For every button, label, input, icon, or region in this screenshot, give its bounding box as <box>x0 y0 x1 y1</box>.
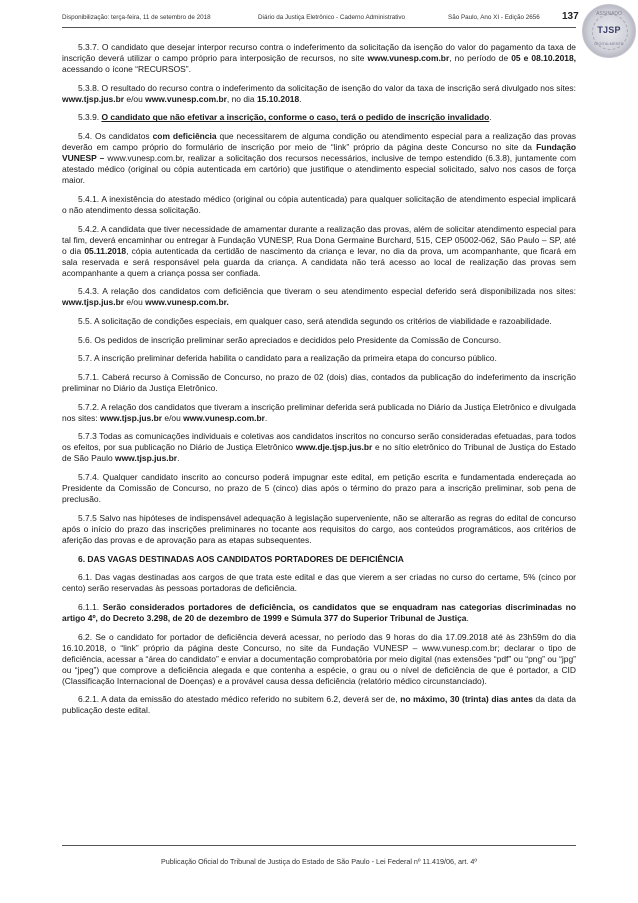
page-footer: Publicação Oficial do Tribunal de Justiça do Estado de São Paulo - Lei Federal nº 11.419/06, art. 4º <box>161 857 477 866</box>
bold-run: www.vunesp.com.br <box>145 93 227 104</box>
paragraph-6-2 <box>62 632 576 687</box>
text-run: 6.1.1. <box>78 601 103 612</box>
text-run: 5.3.9. <box>78 112 102 123</box>
header-date: Disponibilização: terça-feira, 11 de setembro de 2018 <box>62 14 211 21</box>
paragraph-5-3-8 <box>62 83 576 105</box>
document-body <box>62 42 576 724</box>
bold-run: 05.11.2018 <box>84 245 127 256</box>
text-run: 5.7.1. Caberá recurso à Comissão de Concurso, no prazo de 02 (dois) dias, contados da publicação do indeferimento da inscrição preliminar no Diário da Justiça Eletrônico. <box>62 372 576 394</box>
paragraph-5-3-9 <box>62 112 576 123</box>
text-run: 6.2.1. A data da emissão do atestado médico referido no subitem 6.2, deverá ser de, <box>78 694 401 705</box>
bold-run: no máximo, 30 (trinta) dias antes <box>400 694 533 705</box>
text-run: 5.3.8. O resultado do recurso contra o indeferimento da solicitação de isenção do valor da taxa de inscrição será divulgado nos sites: <box>78 82 576 93</box>
header-edition: São Paulo, Ano XI - Edição 2656 <box>448 14 540 21</box>
text-run: . <box>177 453 180 464</box>
text-run: acessando o ícone “RECURSOS”. <box>62 64 191 75</box>
text-run: . <box>466 612 469 623</box>
text-run: 5.7.3 Todas as comunicações individuais e coletivas aos candidatos inscritos no concurso serão consideradas efetuadas, para todos os efeitos, por sua publicação no Diário de Justiça Eletrônico <box>62 431 576 453</box>
seal-bottom-text: DIGITALMENTE <box>594 41 624 46</box>
paragraph-5-5 <box>62 316 576 327</box>
text-run: 5.7.5 Salvo nas hipóteses de indispensável adequação à legislação superveniente, não se alterarão as regras do edital de concurso após o início do prazo das inscrições preliminares no tocante aos requisitos do cargo, aos conteúdos programáticos, aos critérios de aferição das provas e de aprovação para as etapas subsequentes. <box>62 512 576 545</box>
text-run: 5.7. A inscrição preliminar deferida habilita o candidato para a realização da primeira etapa do concurso público. <box>78 353 497 364</box>
paragraph-5-7-4 <box>62 472 576 505</box>
tjsp-seal-icon <box>582 4 636 58</box>
text-run: 5.3.7. O candidato que desejar interpor recurso contra o indeferimento da solicitação da isenção do valor do pagamento da taxa de inscrição deverá utilizar o campo próprio para interposição de recursos, no site <box>62 42 576 64</box>
text-run: e/ou <box>124 297 146 308</box>
page-header <box>62 11 582 25</box>
paragraph-5-7-1 <box>62 372 576 394</box>
text-run: 5.4.1. A inexistência do atestado médico (original ou cópia autenticada) para qualquer solicitação de atendimento especial implicará o não atendimento dessa solicitação. <box>62 193 576 215</box>
text-run: e/ou <box>124 93 146 104</box>
paragraph-5-3-7 <box>62 42 576 75</box>
text-run: 5.7.4. Qualquer candidato inscrito ao concurso poderá impugnar este edital, em petição escrita e fundamentada endereçada ao Presidente da Comissão de Concurso, no prazo de 5 (cinco) dias após o término do prazo para a inscrição preliminar, sob pena de preclusão. <box>62 472 576 505</box>
bold-run: www.tjsp.jus.br <box>62 297 125 308</box>
footer-divider <box>62 845 576 846</box>
text-run: 5.5. A solicitação de condições especiais, em qualquer caso, será atendida segundo os critérios de viabilidade e razoabilidade. <box>78 316 552 327</box>
section-heading <box>62 554 576 565</box>
text-run: . <box>264 412 268 423</box>
paragraph-6-1-1 <box>62 602 576 624</box>
paragraph-5-4-2 <box>62 224 576 279</box>
paragraph-6-1 <box>62 572 576 594</box>
bold-run <box>101 112 492 123</box>
bold-run: www.tjsp.jus.br <box>100 412 163 423</box>
paragraph-5-7-5 <box>62 513 576 546</box>
bold-run: www.vunesp.com.br <box>183 412 265 423</box>
seal-top-text: ASSINADO <box>596 11 622 17</box>
bold-run: 15.10.2018 <box>256 93 300 104</box>
paragraph-6-2-1 <box>62 694 576 716</box>
text-run: e no sítio eletrônico do Tribunal de Justiça do Estado de São Paulo <box>62 442 576 464</box>
text-run: , cópia autenticada da certidão de nascimento da criança e levar, no dia da prova, um acompanhante, que ficará em sala reservada e será responsável pela guarda da criança. A candidata não terá acesso ao local de realização das provas sem acompanhante a quem a criança possa ser confiada. <box>62 245 576 278</box>
bold-run: www.dje.tjsp.jus.br <box>295 442 373 453</box>
text-run: . <box>489 112 492 123</box>
text-run: 6.2. Se o candidato for portador de deficiência deverá acessar, no período das 9 horas do dia 17.09.2018 até às 23h59m do dia 16.10.2018, o “link” próprio da página deste Concurso, no site da Fundação VUNESP – www.vunesp.com.br; declarar o tipo de deficiência, acessar a “área do candidato” e enviar a documentação comprobatória por meio digital (nas extensões “pdf” ou “png” ou “jpg” ou “jpeg”) que comprove a deficiência alegada e que contenha a espécie, o grau ou o nível de deficiência de que é portador, a CID (Classificação Internacional de Doenças) e a provável causa dessa deficiência (relatório médico circunstanciado). <box>62 631 576 686</box>
text-run: 6.1. Das vagas destinadas aos cargos de que trata este edital e das que vierem a ser criadas no curso do certame, 5% (cinco por cento) serão reservadas às pessoas portadoras de deficiência. <box>62 572 576 594</box>
text-run: 5.7.2. A relação dos candidatos que tiveram a inscrição preliminar deferida será publicada no Diário da Justiça Eletrônico e divulgada nos sites: <box>62 401 576 423</box>
page-number: 137 <box>562 11 579 22</box>
paragraph-5-4 <box>62 131 576 186</box>
text-run: que necessitarem de alguma condição ou atendimento especial para a realização das provas deverão em campo próprio do formulário de inscrição por meio de “link” próprio da página deste Concurso no site da <box>62 131 577 153</box>
paragraph-5-7-3 <box>62 431 576 464</box>
bold-run: www.tjsp.jus.br <box>115 453 178 464</box>
bold-run: 05 e 08.10.2018, <box>511 53 576 64</box>
text-run: . <box>299 93 302 104</box>
bold-run: www.vunesp.com.br. <box>145 297 229 308</box>
paragraph-5-4-1 <box>62 194 576 216</box>
bold-run: Serão considerados portadores de deficiência, os candidatos que se enquadram nas categorias discriminadas no artigo 4º, do Decreto 3.298, de 20 de dezembro de 1999 e Súmula 377 do Superior Tribunal de Justiça <box>62 601 576 623</box>
paragraph-5-6 <box>62 335 576 346</box>
text-run: www.vunesp.com.br, realizar a solicitação dos recursos necessários, inclusive de tempo estendido (6.3.8), juntamente com atestado médico (original ou cópia autenticada em cartório) que justifique o atendimento especial solicitado, salvo nos casos de força maior. <box>62 153 576 186</box>
text-run: 5.6. Os pedidos de inscrição preliminar serão apreciados e decididos pelo Presidente da Comissão de Concurso. <box>78 334 502 345</box>
text-run: 5.4.2. A candidata que tiver necessidade de amamentar durante a realização das provas, além de solicitar atendimento especial para tal fim, deverá encaminhar ou entregar à Fundação VUNESP, Rua Dona Germaine Burchard, 515, CEP 05002-062, São Paulo – SP, até o dia <box>62 223 576 256</box>
paragraph-5-7 <box>62 353 576 364</box>
text-run: 5.4.3. A relação dos candidatos com deficiência que tiveram o seu atendimento especial deferido será disponibilizada nos sites: <box>78 286 576 297</box>
bold-run: com deficiência <box>152 131 217 142</box>
bold-run: www.vunesp.com.br <box>367 53 450 64</box>
header-divider <box>62 27 576 28</box>
seal-text: TJSP <box>597 25 621 35</box>
bold-run: Fundação VUNESP – <box>62 142 576 164</box>
header-publication: Diário da Justiça Eletrônico - Caderno Administrativo <box>258 14 405 21</box>
text-run: 5.4. Os candidatos <box>78 131 153 142</box>
text-run: , no período de <box>449 53 512 64</box>
text-run: da data da publicação deste edital. <box>62 694 576 716</box>
bold-run: www.tjsp.jus.br <box>62 93 125 104</box>
text-run: , no dia <box>226 93 257 104</box>
emphasis-text: O candidato que não efetivar a inscrição, conforme o caso, terá o pedido de inscrição invalidado <box>101 112 490 123</box>
text-run: e/ou <box>162 412 184 423</box>
paragraph-5-4-3 <box>62 286 576 308</box>
paragraph-5-7-2 <box>62 402 576 424</box>
text-run: 6. DAS VAGAS DESTINADAS AOS CANDIDATOS PORTADORES DE DEFICIÊNCIA <box>78 553 404 564</box>
